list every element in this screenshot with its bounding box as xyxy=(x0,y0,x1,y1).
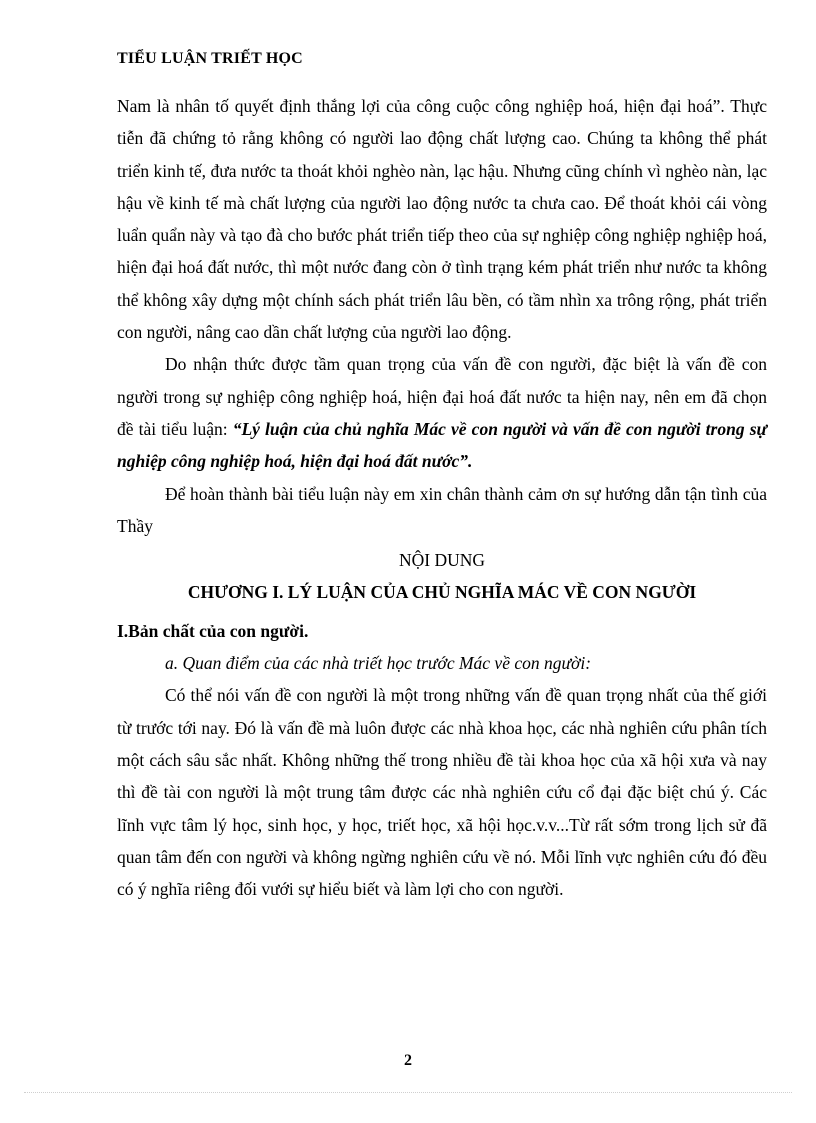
body-paragraph-4: Có thể nói vấn đề con người là một trong những vấn đề quan trọng nhất của thế giới từ trước tới nay. Đó là vấn đề mà luôn được các nhà khoa học, các nhà nghiên cứu phân tích một cách sâu sắc nhất. Không những thế trong nhiều đề tài khoa học của xã hội xưa và nay thì đề tài con người là một trung tâm được các nhà nghiên cứu cổ đại đặc biệt chú ý. Các lĩnh vực tâm lý học, sinh học, y học, triết học, xã hội học.v.v...Từ rất sớm trong lịch sử đã quan tâm đến con người và không ngừng nghiên cứu về nó. Mỗi lĩnh vực nghiên cứu đó đều có ý nghĩa riêng đối vưới sự hiểu biết và làm lợi cho con người. xyxy=(117,685,767,900)
running-header: TIỂU LUẬN TRIẾT HỌC xyxy=(117,50,303,67)
body-paragraph-2 xyxy=(117,348,767,477)
body-paragraph-1: Nam là nhân tố quyết định thắng lợi của công cuộc công nghiệp hoá, hiện đại hoá”. Thực tiễn đã chứng tỏ rằng không có người lao động chất lượng cao. Chúng ta không thể phát triển kinh tế, đưa nước ta thoát khỏi nghèo nàn, lạc hậu. Nhưng cũng chính vì nghèo nàn, lạc hậu về kinh tế mà chất lượng của người lao động nước ta chưa cao. Để thoát khỏi cái vòng luẩn quẩn này và tạo đà cho bước phát triển tiếp theo của sự nghiệp công nghiệp nghiệp hoá, hiện đại hoá đất nước, thì một nước đang còn ở tình trạng kém phát triển như nước ta không thể không xây dựng một chính sách phát triển lâu bền, có tầm nhìn xa trông rộng, phát triển con người, nâng cao dần chất lượng của người lao động. xyxy=(117,96,767,343)
chapter-heading: CHƯƠNG I. LÝ LUẬN CỦA CHỦ NGHĨA MÁC VỀ CON NGƯỜI xyxy=(187,582,697,603)
subsection-heading: I.Bản chất của con người. xyxy=(117,620,309,641)
page-bottom-divider xyxy=(24,1092,792,1093)
subsubsection-heading: a. Quan điểm của các nhà triết học trước Mác về con người: xyxy=(165,653,592,674)
document-body xyxy=(117,90,767,905)
thesis-title: “Lý luận của chủ nghĩa Mác về con người và vấn đề con người trong sự nghiệp công nghiệp hoá, hiện đại hoá đất nước”. xyxy=(117,418,767,472)
paragraph-2-text: Do nhận thức được tầm quan trọng của vấn đề con người, đặc biệt là vấn đề con người trong sự nghiệp công nghiệp hoá, hiện đại hoá đất nước ta hiện nay, nên em đã chọn đề tài tiểu luận: xyxy=(117,354,767,439)
body-paragraph-3: Để hoàn thành bài tiểu luận này em xin chân thành cảm ơn sự hướng dẫn tận tình của Thầy xyxy=(117,483,767,536)
page-number: 2 xyxy=(404,1052,412,1069)
section-heading: NỘI DUNG xyxy=(398,550,486,571)
